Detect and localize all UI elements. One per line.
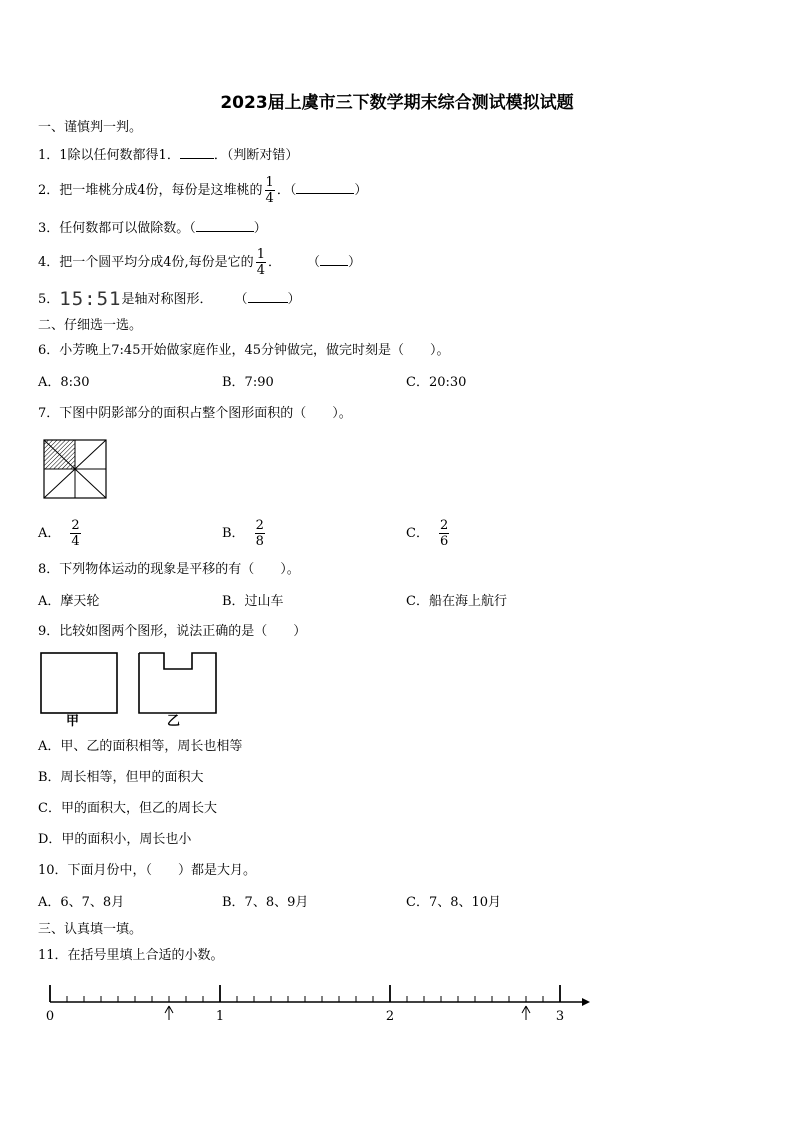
close-paren: ） [253,221,267,236]
close-paren: ） [354,183,368,198]
fraction-denominator: 6 [439,534,449,549]
tick-label: 1 [215,1009,225,1024]
question-2 [38,175,367,207]
option-b[interactable]: B．过山车 [222,594,284,609]
option-d[interactable]: D．甲的面积小，周长也小 [38,832,192,847]
question-3-text: 3．任何数都可以做除数。（ [38,221,196,236]
option-label: A． [38,526,61,541]
question-1-text: 1．1除以任何数都得1． [38,148,180,163]
question-4-text: 4．把一个圆平均分成4份,每份是它的 [38,255,254,270]
option-b[interactable]: B．7:90 [222,375,274,390]
question-6-text: 6．小芳晚上7:45开始做家庭作业，45分钟做完，做完时刻是（ ）。 [38,343,450,358]
question-9-text: 9．比较如图两个图形，说法正确的是（ ） [38,624,307,639]
fraction-denominator: 8 [255,534,264,549]
fraction-numerator: 2 [255,518,264,533]
option-c[interactable] [406,516,451,552]
fraction-numerator: 2 [439,518,449,533]
figure-label-yi: 乙 [167,714,181,729]
answer-blank[interactable] [248,290,288,303]
option-c[interactable]: C．20:30 [406,375,467,390]
option-c[interactable]: C．甲的面积大，但乙的周长大 [38,801,217,816]
option-a[interactable]: A．摩天轮 [38,594,100,609]
pointer-arrow-icon [522,1006,530,1020]
close-paren: ） [287,292,301,307]
fraction-denominator: 4 [265,191,274,206]
fraction [255,518,265,549]
question-7-text: 7．下图中阴影部分的面积占整个图形面积的（ ）。 [38,406,352,421]
fraction-numerator: 1 [265,175,274,190]
question-1-suffix: ．（判断对错） [213,148,299,163]
shapes-figure [40,652,220,714]
axis-arrowhead [582,998,590,1006]
figure-label-jia: 甲 [66,714,80,729]
page-title: 2023届上虞市三下数学期末综合测试模拟试题 [220,93,574,113]
shape-yi [139,653,216,713]
option-c[interactable]: C．船在海上航行 [406,594,507,609]
fraction-denominator: 4 [71,534,80,549]
tick-label: 2 [385,1009,395,1024]
fraction [256,247,266,278]
digital-digits: 15:51 [59,288,122,310]
option-a[interactable]: A．甲、乙的面积相等，周长也相等 [38,739,243,754]
option-a[interactable] [38,516,83,552]
question-1 [38,146,298,164]
question-2-text: 2．把一堆桃分成4份，每份是这堆桃的 [38,183,263,198]
pointer-arrow-icon [165,1006,173,1020]
question-3 [38,219,267,237]
fraction [439,518,449,549]
question-4 [38,247,361,279]
fraction [70,518,80,549]
option-b[interactable]: B．周长相等，但甲的面积大 [38,770,204,785]
question-4-suffix: ． [267,255,281,270]
close-paren: ） [348,255,362,270]
answer-blank[interactable] [196,219,254,232]
option-a[interactable]: A．6、7、8月 [38,895,125,910]
question-5-number: 5． [38,292,60,307]
section-heading-3: 三、认真填一填。 [38,922,143,937]
tick-label: 3 [555,1009,565,1024]
open-paren: （ [306,255,320,270]
section-heading-1: 一、谨慎判一判。 [38,120,143,135]
option-b[interactable] [222,516,267,552]
answer-blank[interactable] [296,181,354,194]
question-5-text: 是轴对称图形． [121,292,213,307]
answer-blank[interactable] [320,253,348,266]
square-figure [44,440,106,498]
option-a[interactable]: A．8:30 [38,375,90,390]
question-5 [38,290,301,308]
tick-label: 0 [45,1009,55,1024]
question-8-text: 8．下列物体运动的现象是平移的有（ ）。 [38,562,300,577]
answer-blank[interactable] [180,146,214,159]
question-2-suffix: ．（ [276,183,297,198]
option-label: B． [222,526,245,541]
option-c[interactable]: C．7、8、10月 [406,895,502,910]
fraction-numerator: 2 [71,518,80,533]
option-b[interactable]: B．7、8、9月 [222,895,309,910]
fraction-numerator: 1 [256,247,265,262]
fraction-denominator: 4 [256,263,265,278]
shape-jia [41,653,117,713]
question-10-text: 10．下面月份中，（ ）都是大月。 [38,863,257,878]
fraction [265,175,275,206]
number-line [0,975,794,1035]
open-paren: （ [234,292,248,307]
section-heading-2: 二、仔细选一选。 [38,318,143,333]
option-label: C． [406,526,429,541]
question-11-text: 11．在括号里填上合适的小数。 [38,948,224,963]
